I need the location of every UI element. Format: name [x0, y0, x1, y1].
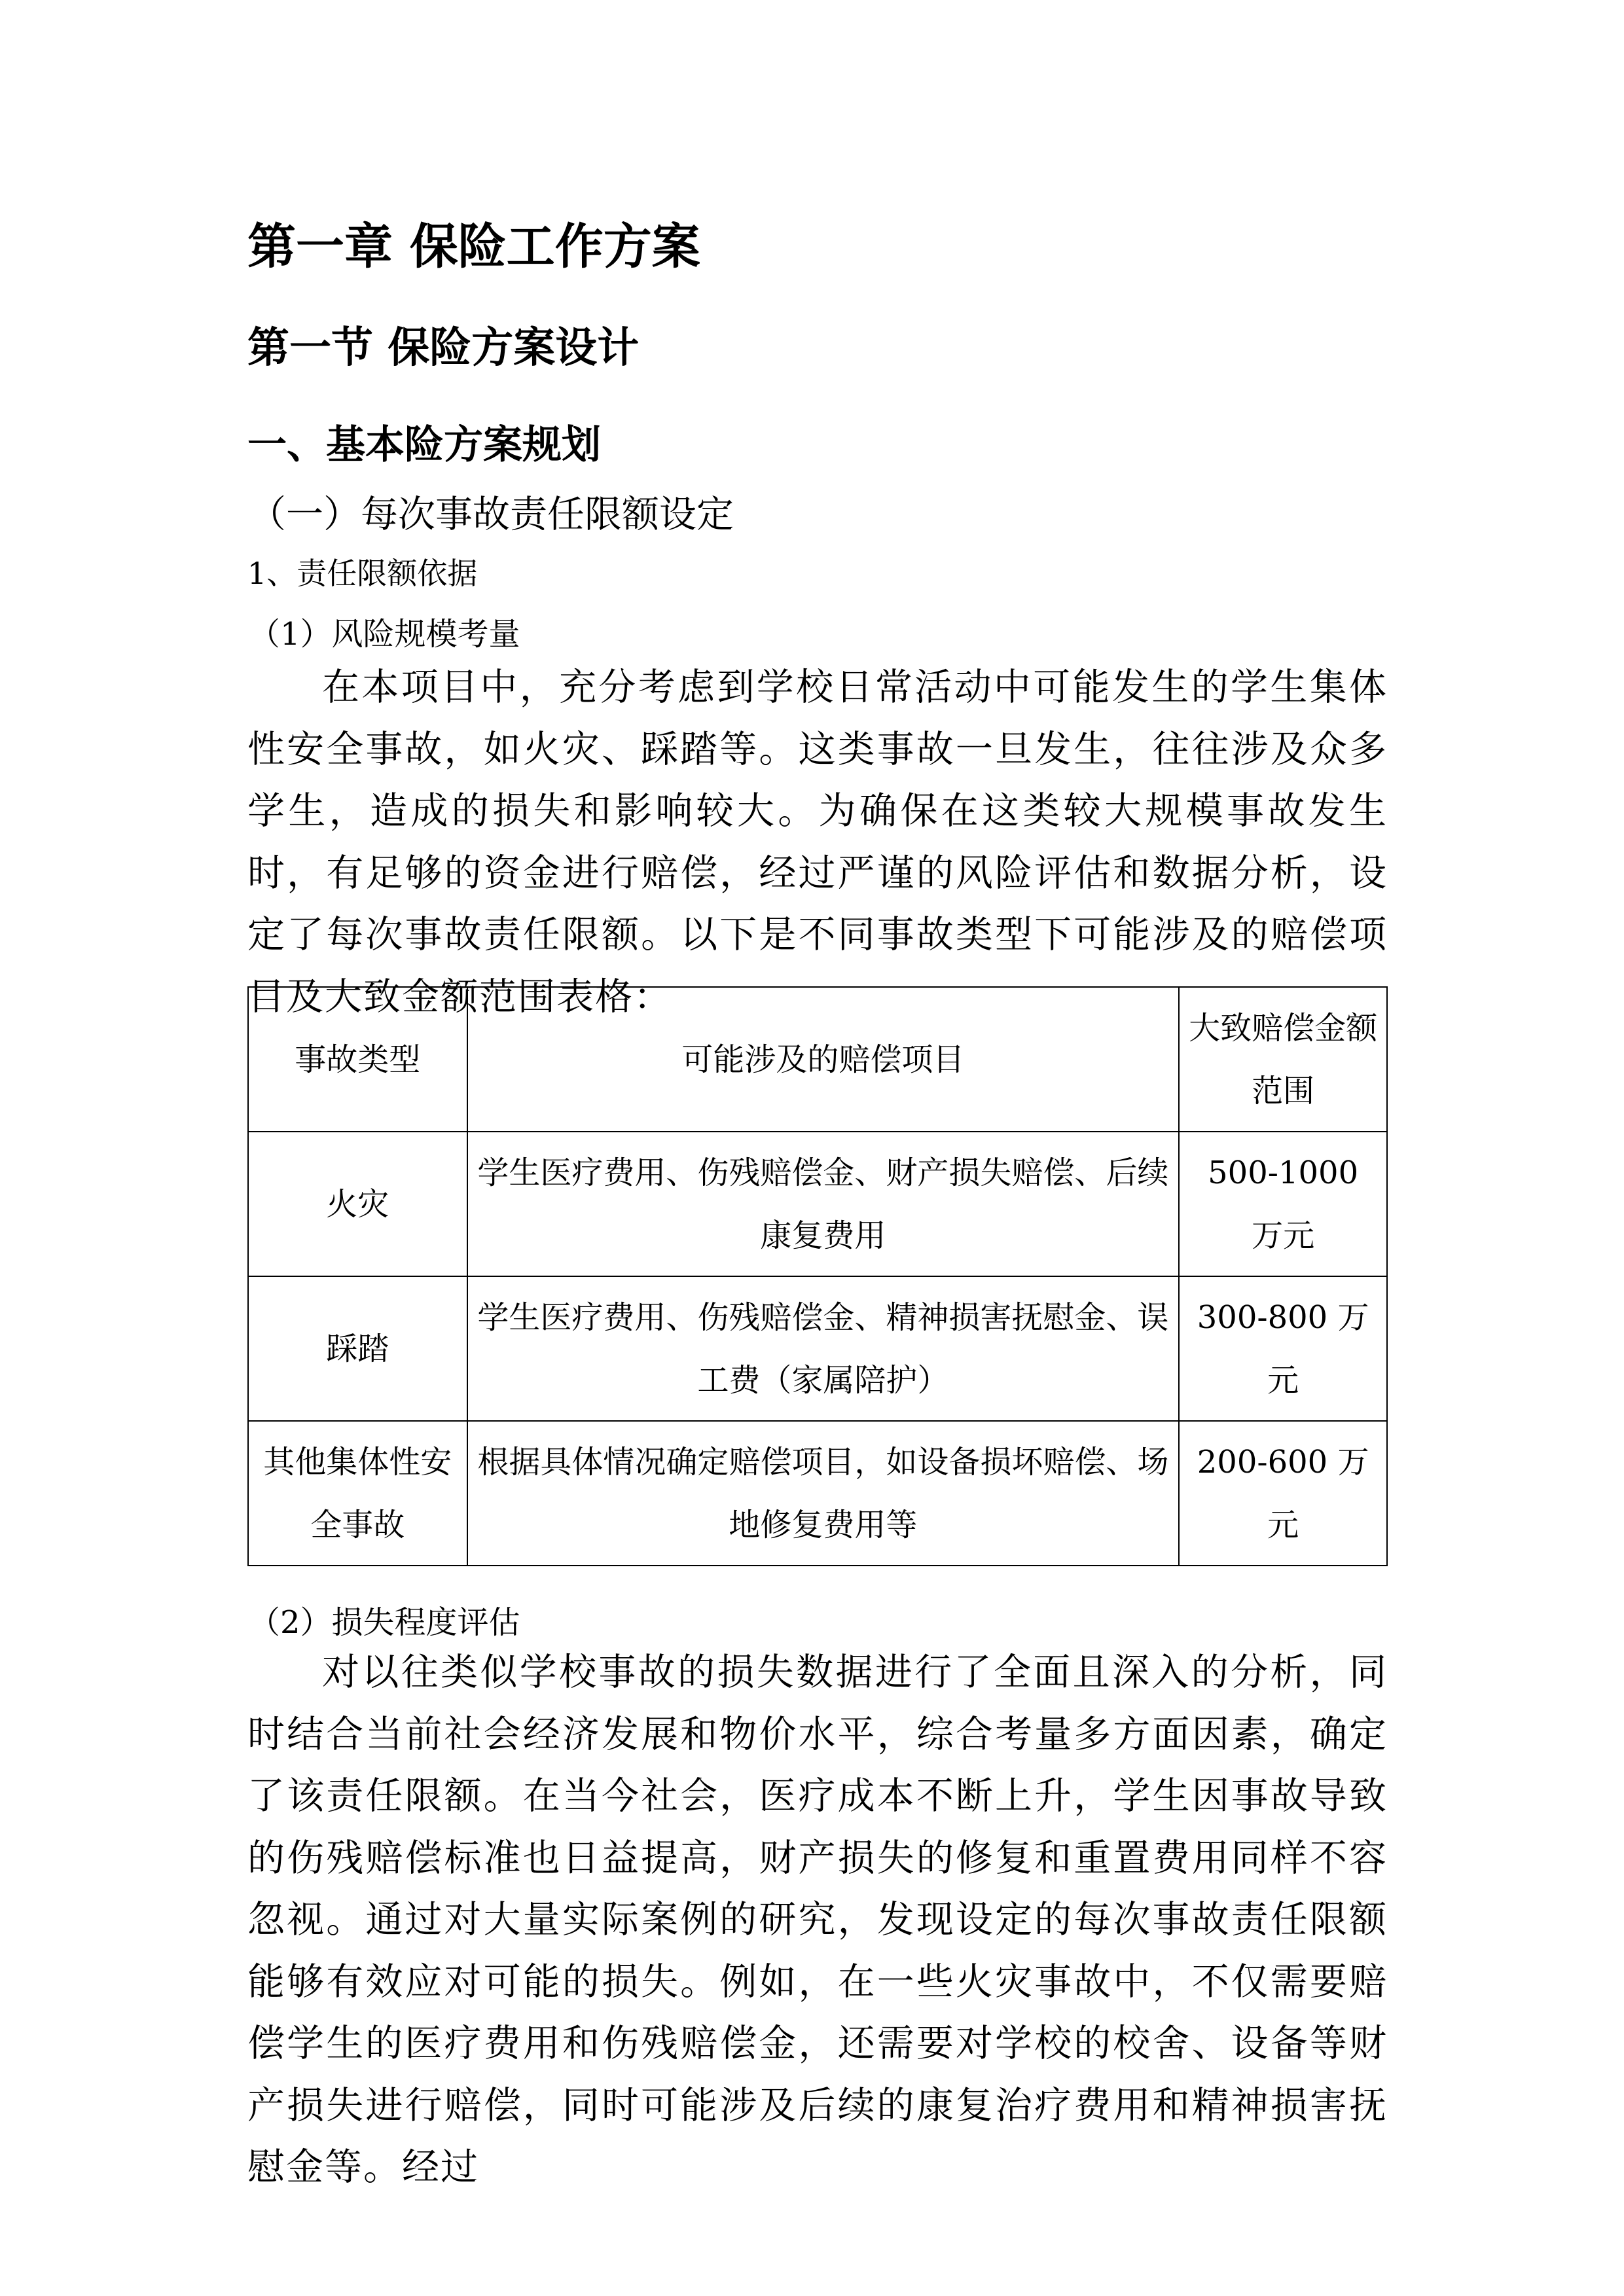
point1-title: （1）风险规模考量: [249, 616, 520, 653]
table-row: [248, 1276, 1387, 1421]
table-row: [248, 1132, 1387, 1276]
table-cell: 学生医疗费用、伤残赔偿金、财产损失赔偿、后续康复费用: [467, 1132, 1180, 1276]
paragraph-loss-assessment: 对以往类似学校事故的损失数据进行了全面且深入的分析，同时结合当前社会经济发展和物价水平，综合考量多方面因素，确定了该责任限额。在当今社会，医疗成本不断上升，学生因事故导致的伤残赔偿标准也日益提高，财产损失的修复和重置费用同样不容忽视。通过对大量实际案例的研究，发现设定的每次事故责任限额能够有效应对可能的损失。例如，在一些火灾事故中，不仅需要赔偿学生的医疗费用和伤残赔偿金，还需要对学校的校舍、设备等财产损失进行赔偿，同时可能涉及后续的康复治疗费用和精神损害抚慰金等。经过: [247, 1651, 1388, 2189]
header-cell: 可能涉及的赔偿项目: [467, 987, 1180, 1132]
table-cell: 火灾: [248, 1132, 467, 1276]
item-title: 1、责任限额依据: [247, 556, 478, 591]
table-cell: 500-1000 万元: [1179, 1132, 1387, 1276]
table-cell: 学生医疗费用、伤残赔偿金、精神损害抚慰金、误工费（家属陪护）: [467, 1276, 1180, 1421]
header-cell: 事故类型: [248, 987, 467, 1132]
point2-title: （2）损失程度评估: [249, 1604, 520, 1641]
table-cell: 300-800 万元: [1179, 1276, 1387, 1421]
section-title: 第一节 保险方案设计: [247, 323, 640, 372]
table-cell: 200-600 万元: [1179, 1421, 1387, 1566]
sub-subsection-title: （一）每次事故责任限额设定: [249, 493, 734, 536]
table-cell: 根据具体情况确定赔偿项目，如设备损坏赔偿、场地修复费用等: [467, 1421, 1180, 1566]
compensation-table: [247, 986, 1388, 1566]
chapter-title: 第一章 保险工作方案: [247, 219, 700, 275]
table-cell: 其他集体性安全事故: [248, 1421, 467, 1566]
table-cell: 踩踏: [248, 1276, 467, 1421]
header-cell: 大致赔偿金额范围: [1179, 987, 1387, 1132]
paragraph-risk-scale: 在本项目中，充分考虑到学校日常活动中可能发生的学生集体性安全事故，如火灾、踩踏等。这类事故一旦发生，往往涉及众多学生，造成的损失和影响较大。为确保在这类较大规模事故发生时，有足够的资金进行赔偿，经过严谨的风险评估和数据分析，设定了每次事故责任限额。以下是不同事故类型下可能涉及的赔偿项目及大致金额范围表格：: [247, 666, 1388, 1018]
table-row: [248, 1421, 1387, 1566]
subsection-title: 一、基本险方案规划: [247, 422, 601, 468]
table-header-row: [248, 987, 1387, 1132]
